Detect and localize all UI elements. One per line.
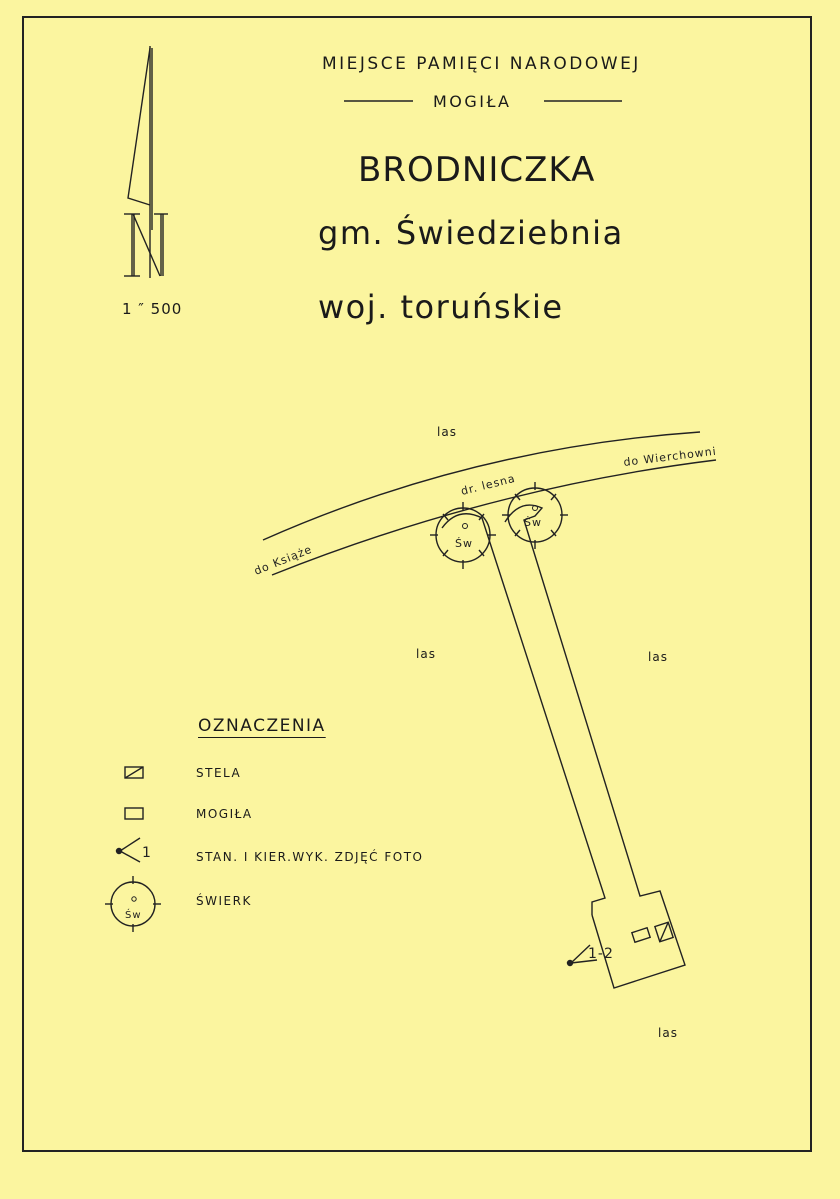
label-las-west: las [416, 647, 436, 661]
label-tree-2: Św [524, 516, 542, 529]
legend-label-grave: MOGIŁA [196, 807, 253, 821]
label-las-north: las [437, 425, 457, 439]
spruce-icon [105, 876, 161, 932]
stela-icon [125, 767, 143, 778]
header-line-1: MIEJSCE PAMIĘCI NARODOWEJ [322, 54, 641, 74]
gmina-name: gm. Świedziebnia [318, 214, 624, 252]
map-grave-icon [632, 928, 650, 942]
grave-icon [125, 808, 143, 819]
legend-photo-number: 1 [142, 845, 152, 861]
legend-label-stela: STELA [196, 766, 242, 780]
label-photo-station: 1-2 [588, 946, 614, 962]
map-scale: 1 ″ 500 [122, 300, 183, 318]
header-line-2: MOGIŁA [433, 92, 512, 111]
north-arrow-icon [124, 46, 168, 278]
legend-label-photo-station: STAN. I KIER.WYK. ZDJĘĆ FOTO [196, 850, 424, 864]
label-las-east: las [648, 650, 668, 664]
legend-tree-dot [132, 897, 136, 901]
place-name: BRODNICZKA [358, 150, 596, 190]
photo-station-icon [117, 838, 141, 862]
map-spruce-icon-1 [430, 502, 496, 569]
tree-dot-1 [463, 524, 468, 529]
label-las-south: las [658, 1026, 678, 1040]
label-road-name: dr. lesna [459, 471, 517, 498]
voivodeship-name: woj. toruńskie [318, 288, 564, 326]
access-path [442, 505, 685, 988]
map-stela-icon [655, 922, 673, 942]
label-tree-1: Św [455, 537, 473, 550]
legend-title: OZNACZENIA [198, 716, 326, 736]
legend-tree-code: Św [125, 910, 142, 921]
label-road-east: do Wierchowni [622, 444, 718, 469]
label-road-west: do Książe [252, 542, 315, 578]
legend-label-spruce: ŚWIERK [196, 894, 252, 908]
